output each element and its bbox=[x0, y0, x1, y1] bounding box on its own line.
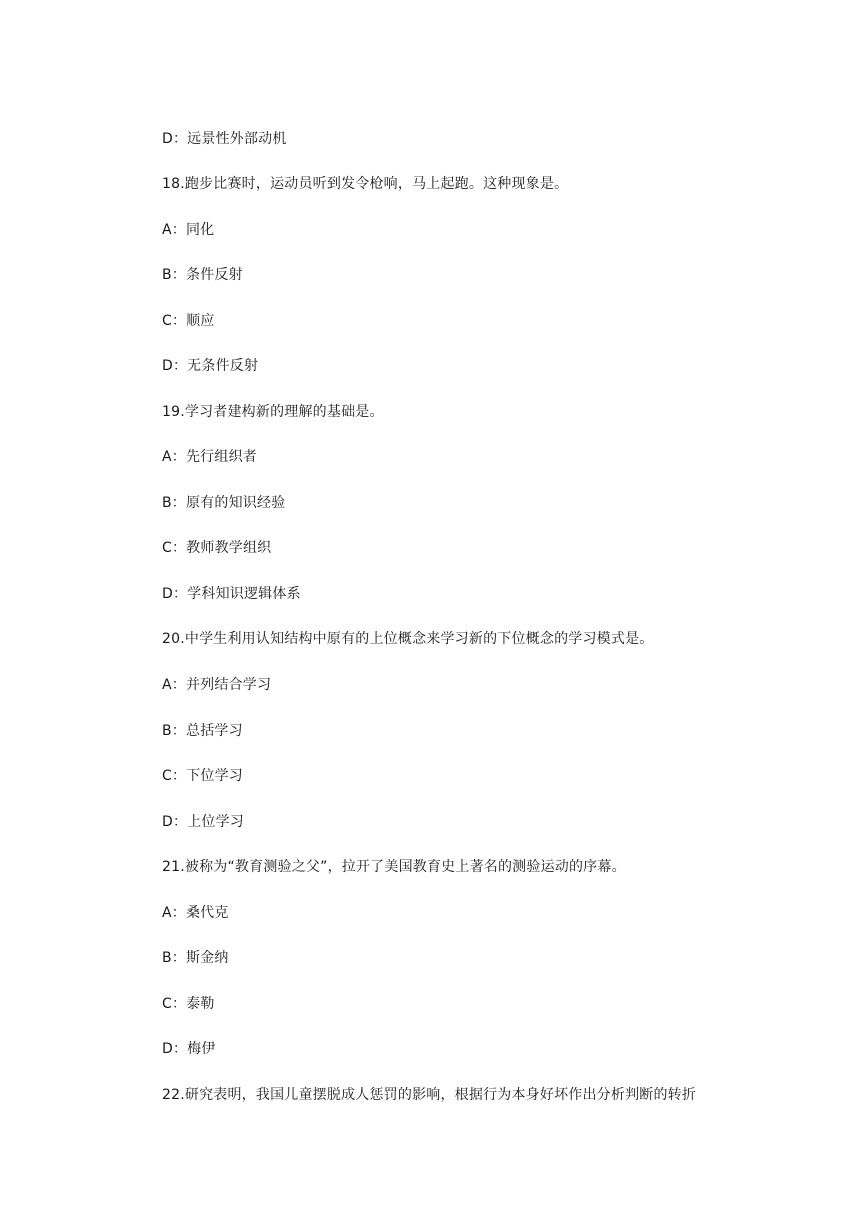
option-18-d: D：无条件反射 bbox=[162, 358, 259, 374]
option-18-a: A：同化 bbox=[162, 222, 215, 238]
option-20-d: D：上位学习 bbox=[162, 814, 244, 830]
question-22: 22.研究表明，我国儿童摆脱成人惩罚的影响，根据行为本身好坏作出分析判断的转折 bbox=[162, 1087, 697, 1103]
option-19-c: C：教师教学组织 bbox=[162, 540, 272, 556]
question-20: 20.中学生利用认知结构中原有的上位概念来学习新的下位概念的学习模式是。 bbox=[162, 631, 654, 647]
option-20-a: A：并列结合学习 bbox=[162, 677, 272, 693]
question-19: 19.学习者建构新的理解的基础是。 bbox=[162, 404, 384, 420]
option-20-b: B：总括学习 bbox=[162, 723, 243, 739]
option-18-b: B：条件反射 bbox=[162, 267, 243, 283]
option-18-c: C：顺应 bbox=[162, 313, 215, 329]
option-21-c: C：泰勒 bbox=[162, 996, 215, 1012]
option-21-b: B：斯金纳 bbox=[162, 950, 229, 966]
option-19-b: B：原有的知识经验 bbox=[162, 495, 286, 511]
question-18: 18.跑步比赛时，运动员听到发令枪响，马上起跑。这种现象是。 bbox=[162, 176, 569, 192]
option-20-c: C：下位学习 bbox=[162, 768, 243, 784]
option-17-d: D：远景性外部动机 bbox=[162, 131, 287, 147]
option-21-d: D：梅伊 bbox=[162, 1041, 216, 1057]
option-19-d: D：学科知识逻辑体系 bbox=[162, 586, 301, 602]
option-19-a: A：先行组织者 bbox=[162, 449, 257, 465]
option-21-a: A：桑代克 bbox=[162, 905, 229, 921]
question-21: 21.被称为“教育测验之父”，拉开了美国教育史上著名的测验运动的序幕。 bbox=[162, 859, 626, 875]
